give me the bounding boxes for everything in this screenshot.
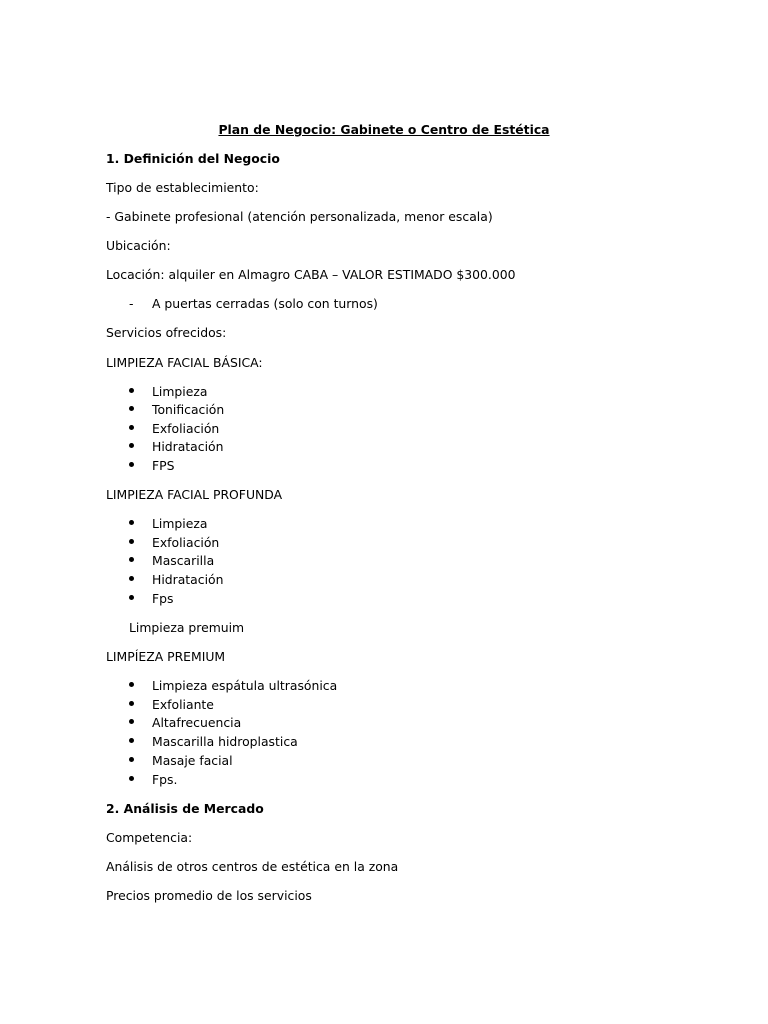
bullet-marker xyxy=(129,595,134,600)
analisis-line: Análisis de otros centros de estética en la zona xyxy=(106,859,399,874)
bullet-marker xyxy=(129,576,134,581)
bullet-marker xyxy=(129,701,134,706)
premium-item: Limpieza espátula ultrasónica xyxy=(152,678,338,693)
locacion-line: Locación: alquiler en Almagro CABA – VALOR ESTIMADO $300.000 xyxy=(106,267,516,282)
profunda-item: Hidratación xyxy=(152,572,224,587)
tipo-value: - Gabinete profesional (atención personalizada, menor escala) xyxy=(106,209,493,224)
bullet-marker xyxy=(129,682,134,687)
premium-heading: LIMPÍEZA PREMIUM xyxy=(106,649,226,664)
bullet-marker xyxy=(129,719,134,724)
bullet-marker xyxy=(129,738,134,743)
bullet-marker xyxy=(129,539,134,544)
basica-item: FPS xyxy=(152,458,175,473)
dash-marker: - xyxy=(129,296,134,311)
bullet-marker xyxy=(129,520,134,525)
profunda-heading: LIMPIEZA FACIAL PROFUNDA xyxy=(106,487,283,502)
bullet-marker xyxy=(129,425,134,430)
basica-item: Limpieza xyxy=(152,384,208,399)
profunda-item: Limpieza xyxy=(152,516,208,531)
bullet-marker xyxy=(129,776,134,781)
basica-heading: LIMPIEZA FACIAL BÁSICA: xyxy=(106,355,263,370)
competencia-label: Competencia: xyxy=(106,830,193,845)
precios-line: Precios promedio de los servicios xyxy=(106,888,312,903)
basica-item: Hidratación xyxy=(152,439,224,454)
section-1-heading: 1. Definición del Negocio xyxy=(106,151,280,166)
ubicacion-label: Ubicación: xyxy=(106,238,171,253)
basica-item: Exfoliación xyxy=(152,421,220,436)
tipo-label: Tipo de establecimiento: xyxy=(106,180,259,195)
document-title: Plan de Negocio: Gabinete o Centro de Estética xyxy=(218,122,550,137)
profunda-item: Exfoliación xyxy=(152,535,220,550)
premium-item: Fps. xyxy=(152,772,178,787)
bullet-marker xyxy=(129,757,134,762)
servicios-label: Servicios ofrecidos: xyxy=(106,325,227,340)
bullet-marker xyxy=(129,406,134,411)
section-2-heading: 2. Análisis de Mercado xyxy=(106,801,264,816)
bullet-marker xyxy=(129,557,134,562)
profunda-item: Mascarilla xyxy=(152,553,215,568)
premium-item: Altafrecuencia xyxy=(152,715,242,730)
premium-item: Exfoliante xyxy=(152,697,214,712)
basica-item: Tonificación xyxy=(152,402,225,417)
premium-item: Masaje facial xyxy=(152,753,233,768)
puertas-line: A puertas cerradas (solo con turnos) xyxy=(152,296,378,311)
bullet-marker xyxy=(129,462,134,467)
bullet-marker xyxy=(129,443,134,448)
premuim-note: Limpieza premuim xyxy=(129,620,245,635)
premium-item: Mascarilla hidroplastica xyxy=(152,734,298,749)
bullet-marker xyxy=(129,388,134,393)
profunda-item: Fps xyxy=(152,591,174,606)
